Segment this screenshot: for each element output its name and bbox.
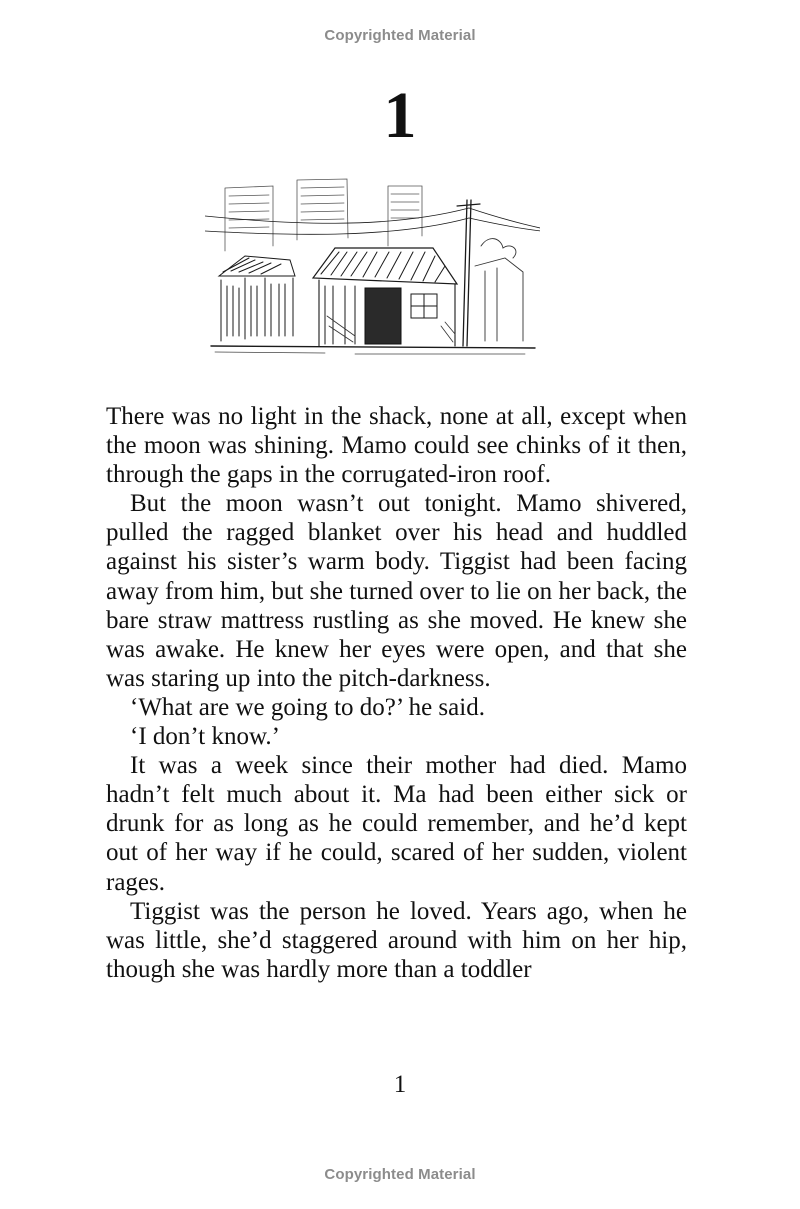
paragraph: It was a week since their mother had died. Mamo hadn’t felt much about it. Ma had been either sick or drunk for as long as he could remember, and he’d kept out of her way if he could, scared of her sudden, violent rages.	[106, 752, 687, 896]
paragraph: But the moon wasn’t out tonight. Mamo shivered, pulled the ragged blanket over his head and huddled against his sister’s warm body. Tiggist had been facing away from him, but she turned over to lie on her back, the bare straw mattress rustling as she moved. He knew she was awake. He knew her eyes were open, and that she was staring up into the pitch-darkness.	[106, 490, 687, 692]
paragraph: Tiggist was the person he loved. Years ago, when he was little, she’d staggered around with him on her hip, though she was hardly more than a toddler	[106, 897, 687, 983]
chapter-body-text	[106, 402, 687, 984]
shack-illustration	[205, 176, 540, 361]
copyright-watermark-top: Copyrighted Material	[324, 27, 476, 44]
paragraph: ‘I don’t know.’	[130, 723, 280, 751]
chapter-number: 1	[383, 79, 417, 152]
paragraph: ‘What are we going to do?’ he said.	[130, 693, 485, 721]
copyright-watermark-bottom: Copyrighted Material	[324, 1166, 476, 1183]
paragraph: There was no light in the shack, none at all, except when the moon was shining. Mamo could see chinks of it then, through the gaps in the corrugated-iron roof.	[106, 403, 687, 489]
page-number: 1	[393, 1071, 407, 1098]
